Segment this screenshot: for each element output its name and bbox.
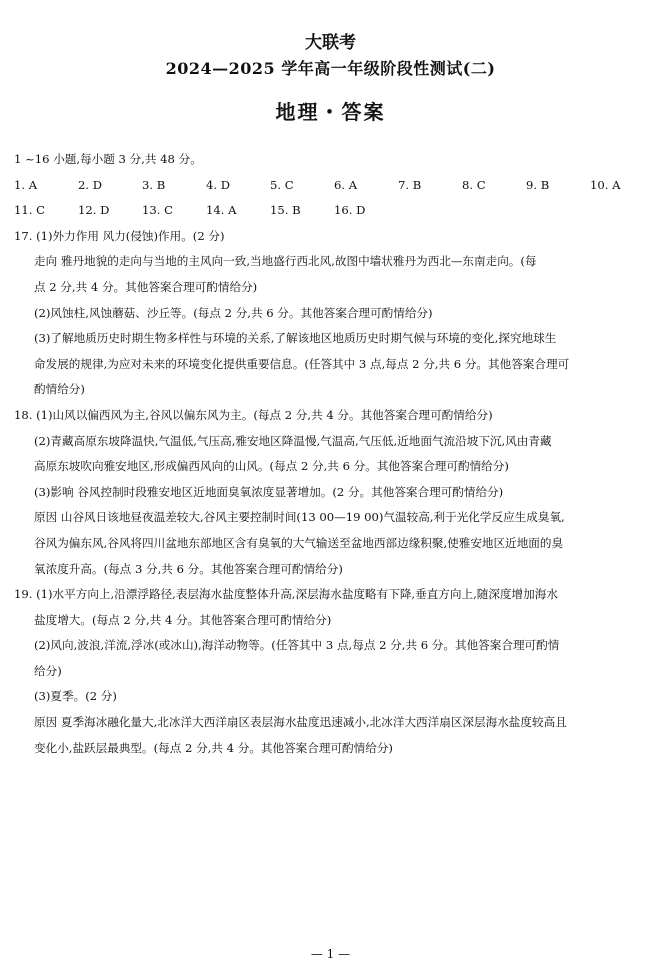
mc-answer: 15. B [270,203,301,218]
q19-line: 原因 夏季海冰融化量大,北冰洋大西洋扇区表层海水盐度迅速减小,北冰洋大西洋扇区深层海水盐度较高且 [34,715,567,730]
mc-answer: 5. C [270,177,294,192]
q17-line: 酌情给分) [34,382,85,397]
mc-answer: 7. B [398,177,422,192]
q19-line: (3)夏季。(2 分) [34,689,117,704]
mc-answer: 10. A [590,177,621,192]
q17-line: 点 2 分,共 4 分。其他答案合理可酌情给分) [34,279,258,294]
q18-line: 氧浓度升高。(每点 3 分,共 6 分。其他答案合理可酌情给分) [34,561,343,576]
q18-line: 高原东坡吹向雅安地区,形成偏西风向的山风。(每点 2 分,共 6 分。其他答案合理可酌情给分) [34,459,509,474]
org-title: 大联考 [305,33,356,53]
q17-line: (2)风蚀柱,风蚀蘑菇、沙丘等。(每点 2 分,共 6 分。其他答案合理可酌情给分) [34,305,433,320]
q18-line: (2)青藏高原东坡降温快,气温低,气压高,雅安地区降温慢,气温高,气压低,近地面气流沿坡下沉,风由青藏 [34,433,552,448]
q17-line: 17. (1)外力作用 风力(侵蚀)作用。(2 分) [14,228,225,243]
q17-line: (3)了解地质历史时期生物多样性与环境的关系,了解该地区地质历史时期气候与环境的变化,探究地球生 [34,331,557,346]
q19-line: 变化小,盐跃层最典型。(每点 2 分,共 4 分。其他答案合理可酌情给分) [34,740,393,755]
q19-line: (2)风向,波浪,洋流,浮冰(或冰山),海洋动物等。(任答其中 3 点,每点 2 分,共 6 分。其他答案合理可酌情 [34,638,560,653]
q18-line: 原因 山谷风日该地昼夜温差较大,谷风主要控制时间(13 00—19 00)气温较高,利于光化学反应生成臭氧, [34,510,565,525]
q17-line: 命发展的规律,为应对未来的环境变化提供重要信息。(任答其中 3 点,每点 2 分,共 6 分。其他答案合理可 [34,356,570,371]
question-19 [14,582,654,761]
mc-answer: 2. D [78,177,103,192]
mc-answer: 11. C [14,203,45,218]
q19-line: 给分) [34,663,62,678]
mc-row-1 [14,173,654,199]
q17-line: 走向 雅丹地貌的走向与当地的主风向一致,当地盛行西北风,故图中墙状雅丹为西北—东南走向。(每 [34,254,537,269]
subject-title: 地理・答案 [275,100,386,124]
exam-title: 2024—2025 学年高一年级阶段性测试(二) [165,59,496,78]
q18-line: 18. (1)山风以偏西风为主,谷风以偏东风为主。(每点 2 分,共 4 分。其他答案合理可酌情给分) [14,407,493,422]
q18-line: 谷风为偏东风,谷风将四川盆地东部地区含有臭氧的大气输送至盆地西部边缘积聚,使雅安地区近地面的臭 [34,535,564,550]
mc-row-2 [14,198,654,224]
question-17 [14,224,654,403]
mc-answer: 12. D [78,203,110,218]
mc-answer: 4. D [206,177,231,192]
page-number: — 1 — [310,947,351,961]
mc-answer: 14. A [206,203,237,218]
q18-line: (3)影响 谷风控制时段雅安地区近地面臭氧浓度显著增加。(2 分。其他答案合理可酌情给分) [34,484,504,499]
mc-answer: 13. C [142,203,173,218]
question-18 [14,403,654,582]
mc-answer: 16. D [334,203,366,218]
q19-line: 19. (1)水平方向上,沿漂浮路径,表层海水盐度整体升高,深层海水盐度略有下降,垂直方向上,随深度增加海水 [14,587,558,602]
answer-content [14,147,654,761]
mc-answer: 8. C [462,177,486,192]
mc-answer: 3. B [142,177,166,192]
mc-answer: 9. B [526,177,550,192]
q19-line: 盐度增大。(每点 2 分,共 4 分。其他答案合理可酌情给分) [34,612,332,627]
mc-answer: 6. A [334,177,358,192]
mc-answer: 1. A [14,177,38,192]
mc-intro: 1 ~16 小题,每小题 3 分,共 48 分。 [14,152,202,166]
